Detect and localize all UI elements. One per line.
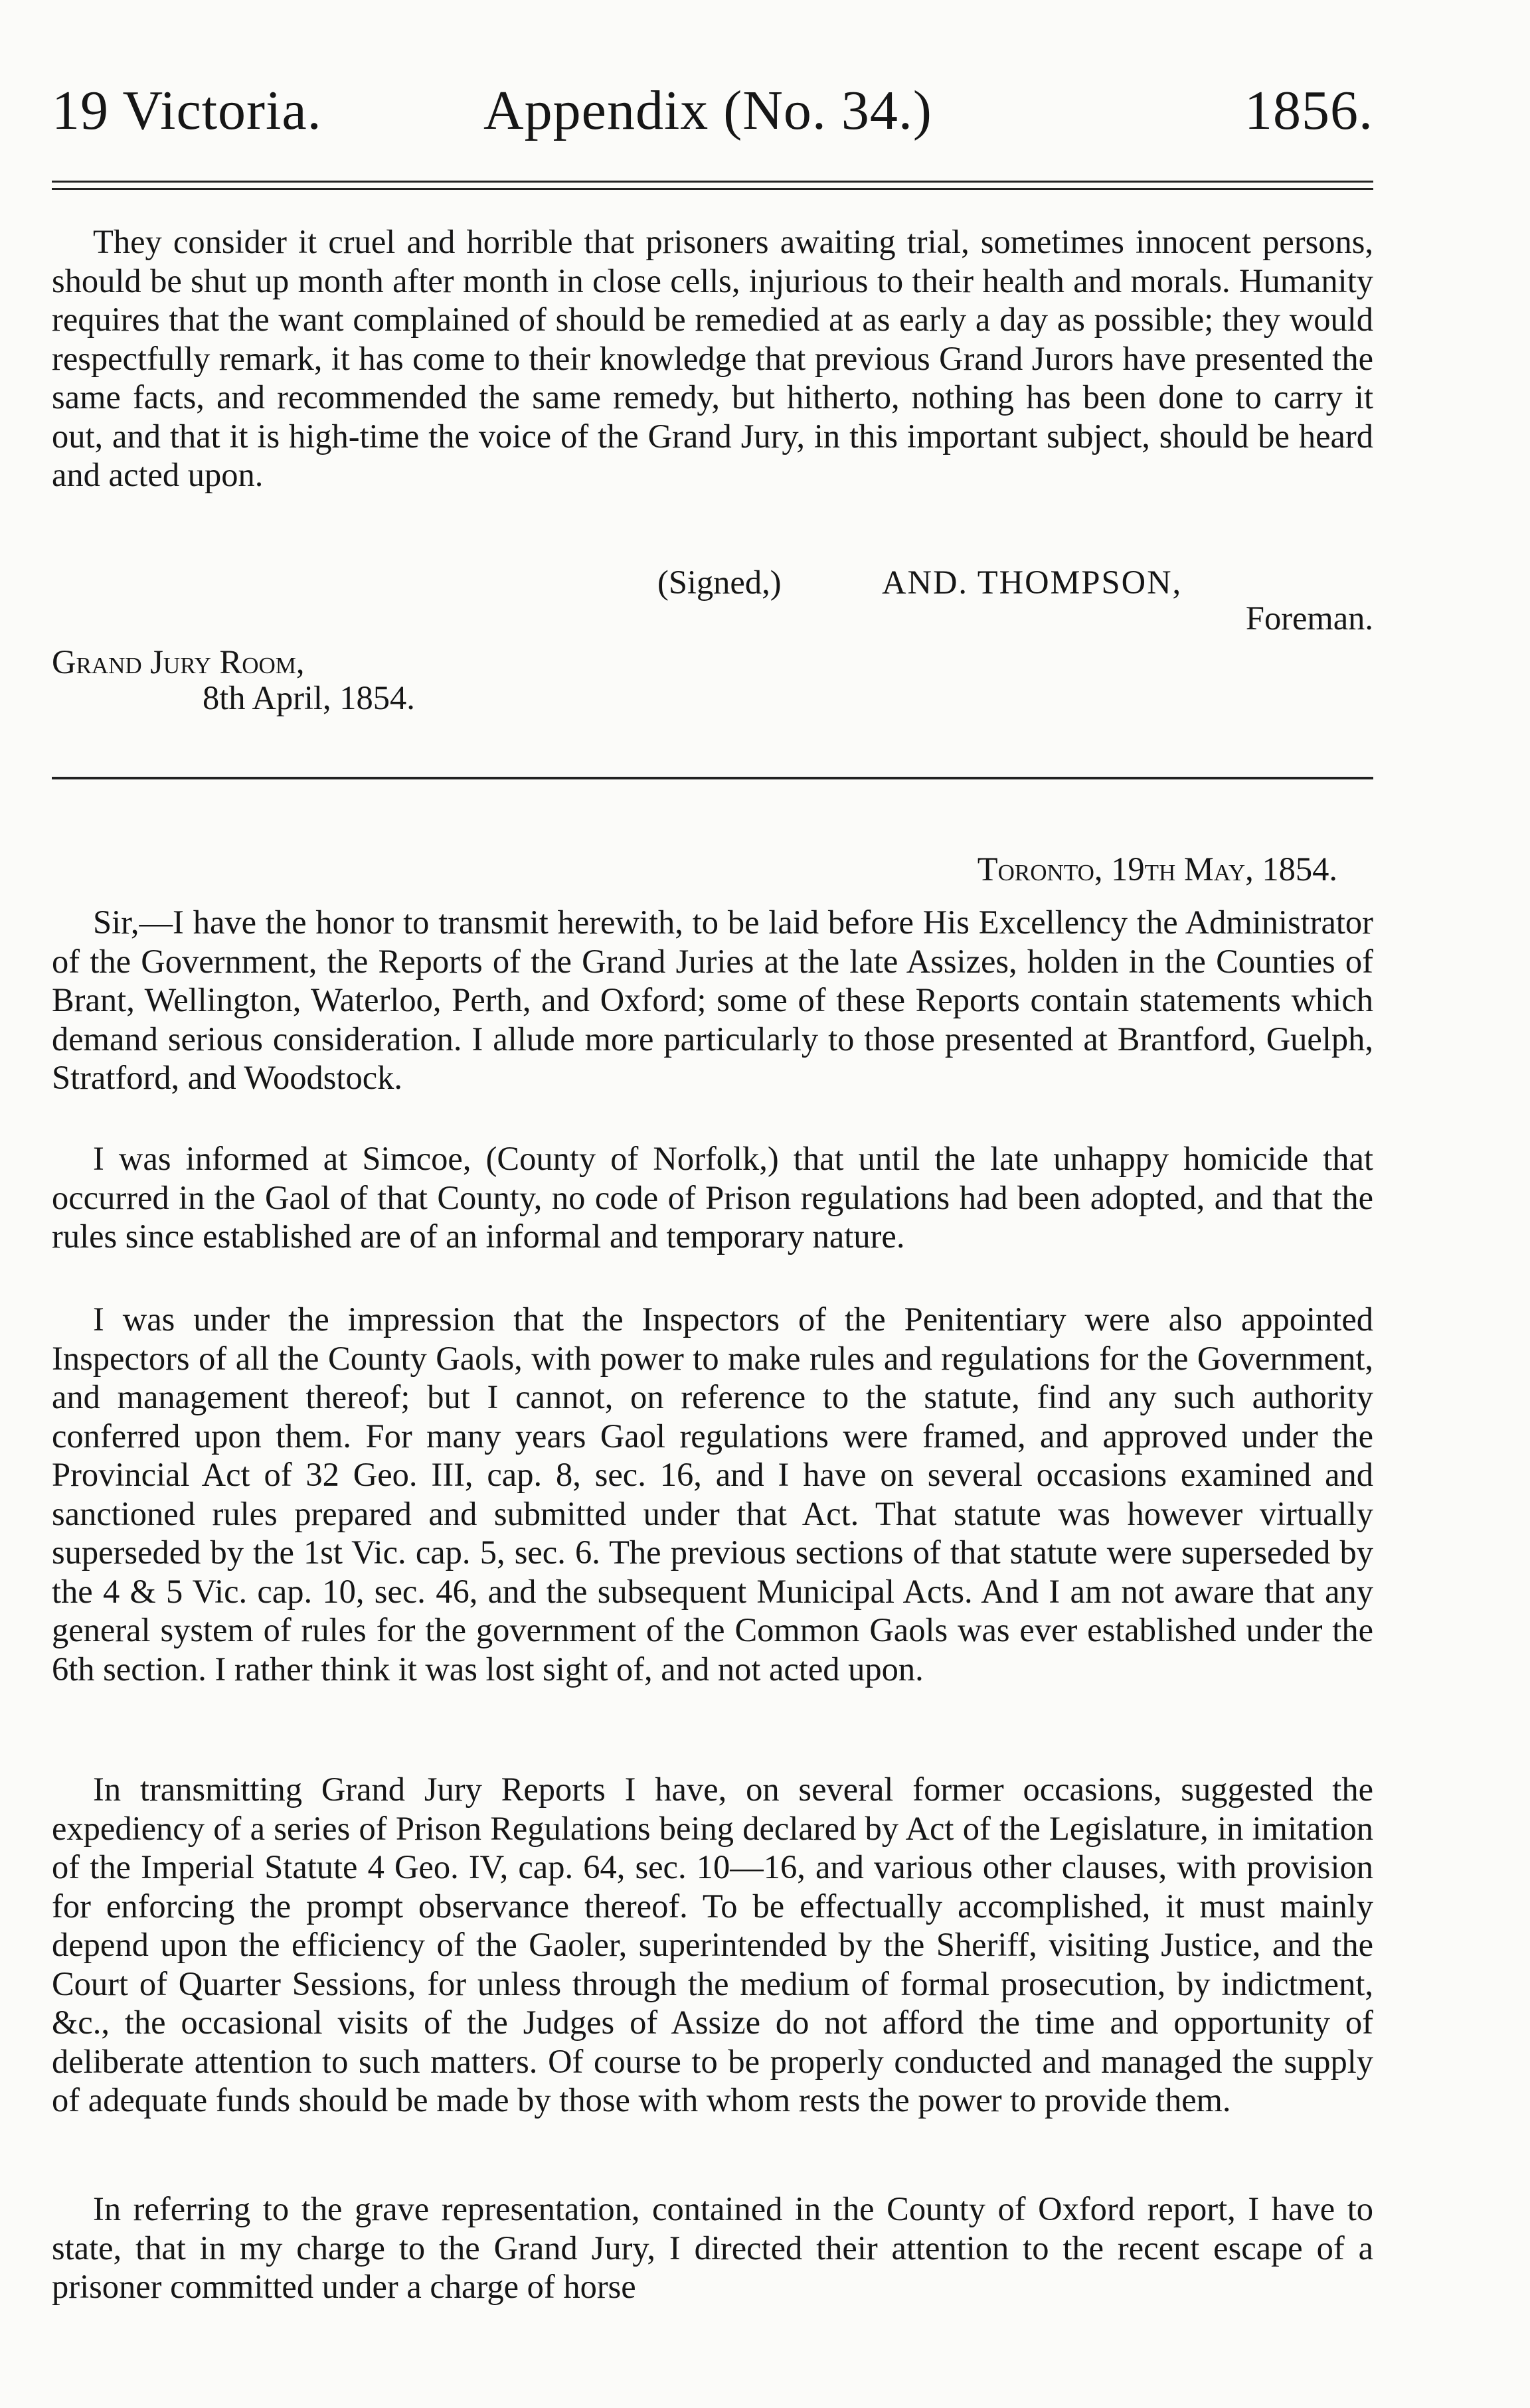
page-header bbox=[52, 74, 1373, 147]
letter-paragraph-5: In referring to the grave representation, contained in the County of Oxford report, I have to state, that in my charge to the Grand Jury, I directed their attention to the recent escape of a prisoner committed under a charge of horse bbox=[52, 2190, 1373, 2305]
letter-paragraph-2: I was informed at Simcoe, (County of Norfolk,) that until the late unhappy homicide that occurred in the Gaol of that County, no code of Prison regulations had been adopted, and that the rules since established are of an informal and temporary nature. bbox=[52, 1140, 1373, 1255]
report-date: 8th April, 1854. bbox=[203, 679, 415, 716]
header-year: 1856. bbox=[1244, 80, 1373, 141]
report-place: Grand Jury Room, bbox=[52, 643, 305, 681]
signatory-title: Foreman. bbox=[1245, 600, 1373, 637]
letter-paragraph-1: Sir,—I have the honor to transmit herewith, to be laid before His Excellency the Administrator of the Government, the Reports of the Grand Juries at the late Assizes, holden in the Counties of Brant, Wellington, Waterloo, Perth, and Oxford; some of these Reports contain statements which demand serious consideration. I allude more particularly to those presented at Brantford, Guelph, Stratford, and Woodstock. bbox=[52, 904, 1373, 1096]
letter-paragraph-3: I was under the impression that the Inspectors of the Penitentiary were also appointed Inspectors of all the County Gaols, with power to make rules and regulations for the Government, and management thereof; but I cannot, on reference to the statute, find any such authority conferred upon them. For many years Gaol regulations were framed, and approved under the Provincial Act of 32 Geo. III, cap. 8, sec. 16, and I have on several occasions examined and sanctioned rules prepared and submitted under that Act. That statute was however virtually superseded by the 1st Vic. cap. 5, sec. 6. The previous sections of that statute were superseded by the 4 & 5 Vic. cap. 10, sec. 46, and the subsequent Municipal Acts. And I am not aware that any general system of rules for the government of the Common Gaols was ever established under the 6th section. I rather think it was lost sight of, and not acted upon. bbox=[52, 1301, 1373, 1688]
letter-paragraph-4: In transmitting Grand Jury Reports I have, on several former occasions, suggested the expediency of a series of Prison Regulations being declared by Act of the Legislature, in imitation of the Imperial Statute 4 Geo. IV, cap. 64, sec. 10—16, and various other clauses, with provision for enforcing the prompt observance thereof. To be effectually accomplished, it must mainly depend upon the efficiency of the Gaoler, superintended by the Sheriff, visiting Justice, and the Court of Quarter Sessions, for unless through the medium of formal prosecution, by indictment, &c., the occasional visits of the Judges of Assize do not afford the time and opportunity of deliberate attention to such matters. Of course to be properly conducted and managed the supply of adequate funds should be made by those with whom rests the power to provide them. bbox=[52, 1771, 1373, 2119]
signatory-name: AND. THOMPSON, bbox=[882, 564, 1183, 601]
header-appendix: Appendix (No. 34.) bbox=[483, 80, 932, 141]
section-divider bbox=[52, 777, 1373, 779]
signed-label: (Signed,) bbox=[657, 564, 782, 601]
letter-dateline: Toronto, 19th May, 1854. bbox=[977, 850, 1337, 888]
report-paragraph: They consider it cruel and horrible that prisoners awaiting trial, sometimes innocent persons, should be shut up month after month in close cells, injurious to their health and morals. Humanity requires that the want complained of should be remedied at as early a day as possible; they would respectfully remark, it has come to their knowledge that previous Grand Jurors have presented the same facts, and recommended the same remedy, but hitherto, nothing has been done to carry it out, and that it is high-time the voice of the Grand Jury, in this important subject, should be heard and acted upon. bbox=[52, 223, 1373, 493]
header-rule bbox=[52, 181, 1373, 190]
header-session: 19 Victoria. bbox=[52, 80, 322, 141]
